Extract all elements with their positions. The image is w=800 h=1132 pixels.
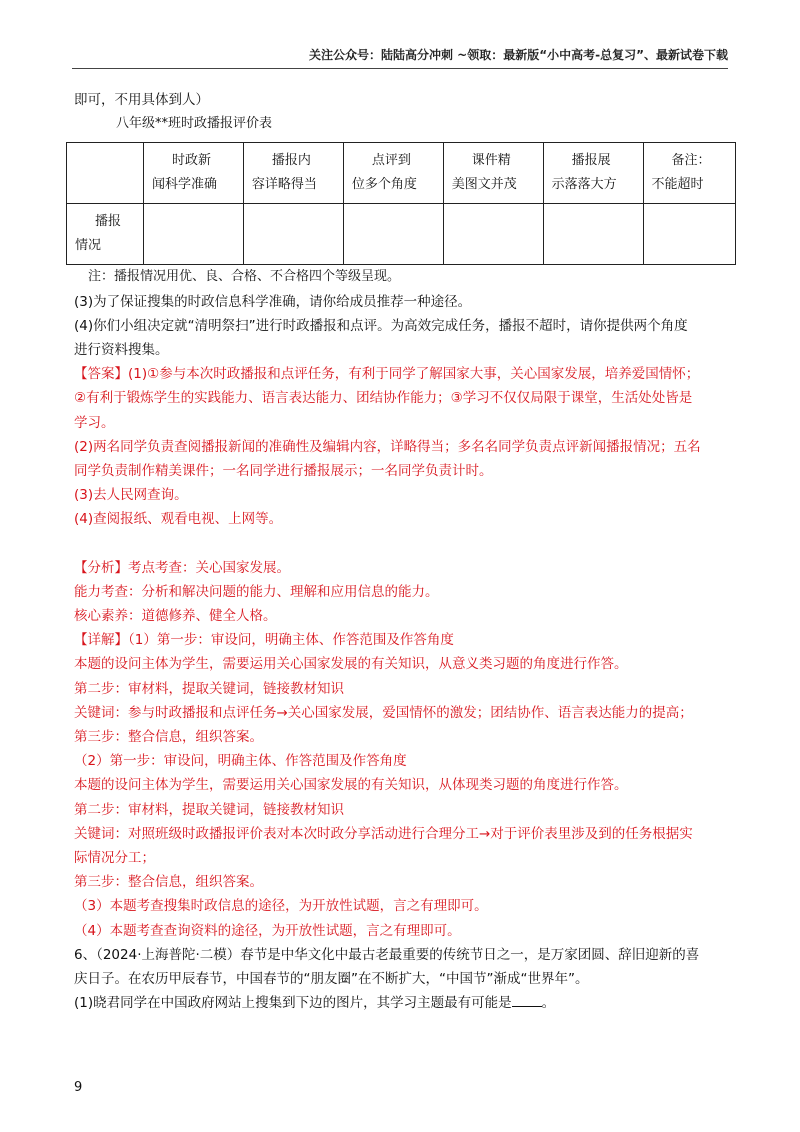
answer-blank <box>512 992 542 1007</box>
page-content <box>74 88 730 1016</box>
table-header-cell: 备注： 不能超时 <box>643 143 735 204</box>
table-header-cell: 时政新 闻科学准确 <box>144 143 244 204</box>
intro-line: 即可，不用具体到人） <box>74 92 209 108</box>
analysis-line: 第二步：审材料，提取关键词，链接教材知识 <box>74 680 344 697</box>
answer-line: 学习。 <box>74 414 115 431</box>
analysis-line: （4）本题考查查询资料的途径，为开放性试题，言之有理即可。 <box>74 922 461 939</box>
question-6-cont: 庆日子。在农历甲辰春节，中国春节的“朋友圈”在不断扩大，“中国节”渐成“世界年”。 <box>74 971 589 988</box>
table-cell <box>144 204 244 265</box>
table-cell <box>643 204 735 265</box>
question-6-sub1: (1)晓君同学在中国政府网站上搜集到下边的图片，其学习主题最有可能是 。 <box>74 991 730 1015</box>
table-row <box>67 204 736 265</box>
answer-line: (4)查阅报纸、观看电视、上网等。 <box>74 511 283 528</box>
analysis-line: 【分析】考点考查：关心国家发展。 <box>74 559 290 576</box>
page-number: 9 <box>74 1080 83 1095</box>
analysis-line: 核心素养：道德修养、健全人格。 <box>74 608 277 625</box>
table-header-cell: 点评到 位多个角度 <box>343 143 443 204</box>
analysis-line: 本题的设问主体为学生，需要运用关心国家发展的有关知识，从体现类习题的角度进行作答。 <box>74 777 628 794</box>
table-caption: 八年级**班时政播报评价表 <box>116 116 273 132</box>
table-corner-cell <box>67 143 144 204</box>
answer-line: 同学负责制作精美课件；一名同学进行播报展示；一名同学负责计时。 <box>74 463 493 480</box>
analysis-line: （2）第一步：审设问，明确主体、作答范围及作答角度 <box>74 753 407 770</box>
answer-line: (2)两名同学负责查阅播报新闻的准确性及编辑内容，详略得当；多名名同学负责点评新闻播报情况；五名 <box>74 438 701 455</box>
header-divider <box>72 68 728 69</box>
question-6: 6、（2024·上海普陀·二模）春节是中华文化中最古老最重要的传统节日之一，是万家团圆、辞旧迎新的喜 <box>74 946 700 963</box>
table-cell <box>443 204 543 265</box>
analysis-line: 第三步：整合信息，组织答案。 <box>74 874 263 891</box>
analysis-line: 关键词：参与时政播报和点评任务→关心国家发展，爱国情怀的激发；团结协作、语言表达能力的提高； <box>74 704 693 721</box>
table-header-cell: 播报展 示落落大方 <box>543 143 643 204</box>
table-note: 注：播报情况用优、良、合格、不合格四个等级呈现。 <box>88 269 401 285</box>
page-header: 关注公众号：陆陆高分冲刺 ~领取：最新版“小中高考-总复习”、最新试卷下载 <box>309 48 728 62</box>
table-cell <box>243 204 343 265</box>
table-row-label: 播报 情况 <box>67 204 144 265</box>
analysis-line: 第二步：审材料，提取关键词，链接教材知识 <box>74 801 344 818</box>
question-4-cont: 进行资料搜集。 <box>74 342 169 359</box>
analysis-line: 本题的设问主体为学生，需要运用关心国家发展的有关知识，从意义类习题的角度进行作答。 <box>74 656 628 673</box>
analysis-line: 【详解】（1）第一步：审设问，明确主体、作答范围及作答角度 <box>74 632 454 649</box>
table-cell <box>343 204 443 265</box>
analysis-line: 际情况分工； <box>74 850 155 867</box>
question-3: (3)为了保证搜集的时政信息科学准确，请你给成员推荐一种途径。 <box>74 293 472 310</box>
table-header-row <box>67 143 736 204</box>
evaluation-table <box>66 142 736 265</box>
table-header-cell: 播报内 容详略得当 <box>243 143 343 204</box>
answer-line: ②有利于锻炼学生的实践能力、语言表达能力、团结协作能力；③学习不仅仅局限于课堂，生活处处皆是 <box>74 390 693 407</box>
table-header-cell: 课件精 美图文并茂 <box>443 143 543 204</box>
table-cell <box>543 204 643 265</box>
analysis-line: （3）本题考查搜集时政信息的途径，为开放性试题，言之有理即可。 <box>74 898 488 915</box>
spacer <box>74 532 730 556</box>
analysis-line: 第三步：整合信息，组织答案。 <box>74 729 263 746</box>
answer-line: (3)去人民网查询。 <box>74 487 188 504</box>
analysis-line: 能力考查：分析和解决问题的能力、理解和应用信息的能力。 <box>74 583 439 600</box>
question-4: (4)你们小组决定就“清明祭扫”进行时政播报和点评。为高效完成任务，播报不超时，请你提供两个角度 <box>74 317 688 334</box>
analysis-line: 关键词：对照班级时政播报评价表对本次时政分享活动进行合理分工→对于评价表里涉及到的任务根据实 <box>74 825 693 842</box>
answer-line: 【答案】(1)①参与本次时政播报和点评任务，有利于同学了解国家大事，关心国家发展，培养爱国情怀； <box>74 366 700 383</box>
